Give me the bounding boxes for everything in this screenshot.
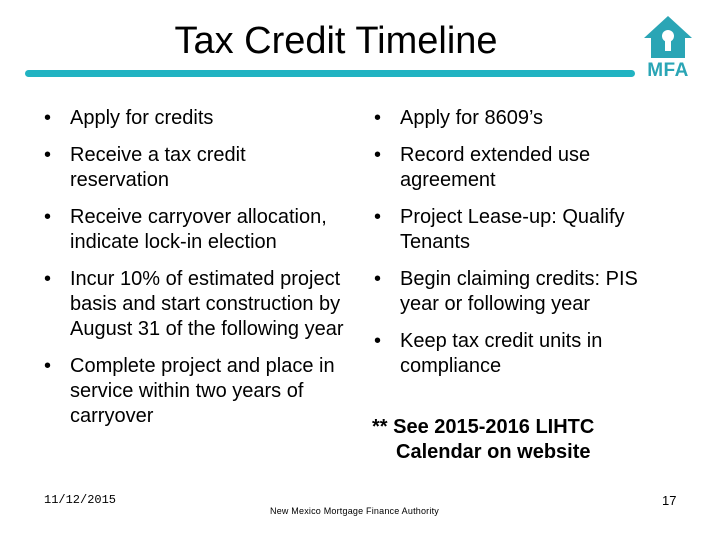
- footer-date: 11/12/2015: [44, 493, 117, 507]
- bullet-icon: •: [374, 206, 382, 228]
- list-item: [44, 106, 344, 131]
- title-underline: [25, 70, 635, 77]
- list-item-text: Record extended use agreement: [400, 144, 591, 191]
- logo-text: MFA: [647, 60, 689, 81]
- list-item: [44, 267, 344, 342]
- bullet-icon: •: [374, 144, 382, 166]
- list-item: [44, 143, 344, 193]
- note-line-2: Calendar on website: [396, 441, 591, 463]
- list-item-text: Begin claiming credits: PIS year or following year: [400, 268, 638, 315]
- list-item: [374, 205, 674, 255]
- list-item-text: Apply for credits: [70, 107, 214, 129]
- bullet-icon: •: [44, 268, 52, 290]
- bullet-icon: •: [374, 330, 382, 352]
- bullet-icon: •: [44, 355, 52, 377]
- list-item-text: Keep tax credit units in compliance: [400, 330, 603, 377]
- bullet-icon: •: [374, 107, 382, 129]
- list-item-text: Project Lease-up: Qualify Tenants: [400, 206, 625, 253]
- left-bullet-list: [44, 106, 344, 429]
- bullet-icon: •: [44, 206, 52, 228]
- list-item: [374, 329, 674, 379]
- list-item: [44, 354, 344, 429]
- list-item-text: Apply for 8609’s: [400, 107, 544, 129]
- list-item-text: Receive carryover allocation, indicate lock-in election: [70, 206, 327, 253]
- calendar-note: [372, 415, 672, 465]
- slide-title: Tax Credit Timeline: [174, 20, 498, 62]
- house-keyhole-icon: [638, 14, 698, 60]
- bullet-icon: •: [44, 107, 52, 129]
- list-item-text: Receive a tax credit reservation: [70, 144, 246, 191]
- list-item: [374, 106, 674, 131]
- list-item: [44, 205, 344, 255]
- list-item: [374, 143, 674, 193]
- right-bullet-list: [374, 106, 674, 379]
- list-item-text: Complete project and place in service within two years of carryover: [70, 355, 335, 427]
- footer-organization: New Mexico Mortgage Finance Authority: [270, 506, 439, 516]
- list-item-text: Incur 10% of estimated project basis and start construction by August 31 of the following year: [70, 268, 344, 340]
- note-line-1: ** See 2015-2016 LIHTC: [372, 416, 595, 438]
- bullet-icon: •: [44, 144, 52, 166]
- bullet-icon: •: [374, 268, 382, 290]
- list-item: [374, 267, 674, 317]
- page-number: 17: [662, 493, 677, 508]
- mfa-logo: [638, 14, 698, 84]
